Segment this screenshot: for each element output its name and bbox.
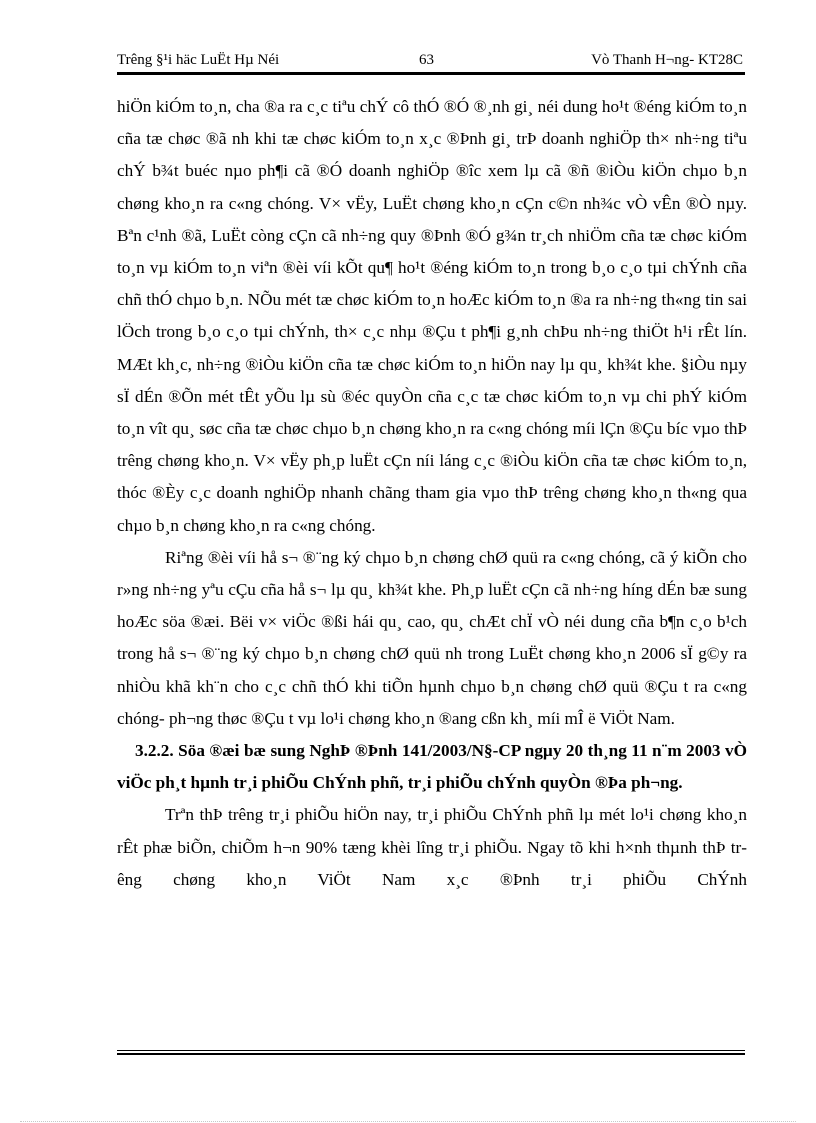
document-body [117, 91, 747, 896]
page-edge-dotted-line [20, 1121, 796, 1122]
paragraph-2: Riªng ®èi víi hå s¬ ®¨ng ký chµo b¸n chøng chØ quü ra c«ng chóng, cã ý kiÕn cho r»ng nh÷ng yªu cÇu cña hå s¬ lµ qu¸ kh¾t khe. Ph¸p luËt cÇn cã nh÷ng híng dÉn bæ sung hoÆc söa ®æi. Bëi v× viÖc ®ßi hái qu¸ cao, qu¸ chÆt chÏ vÒ néi dung cña b¶n c¸o b¹ch trong hå s¬ ®¨ng ký chµo b¸n chøng chØ quü nh trong LuËt chøng kho¸n 2006 sÏ g©y ra nhiÒu khã kh¨n cho c¸c chñ thÓ khi tiÕn hµnh chµo b¸n chøng chØ quü ®Çu t ra c«ng chóng- ph¬ng thøc ®Çu t vµ lo¹i chøng kho¸n ®ang cßn kh¸ míi mÎ ë ViÖt Nam. [117, 547, 747, 728]
header-rule [117, 72, 745, 75]
paragraph-3: Trªn thÞ trêng tr¸i phiÕu hiÖn nay, tr¸i phiÕu ChÝnh phñ lµ mét lo¹i chøng kho¸n rÊt phæ biÕn, chiÕm h¬n 90% tæng khèi lîng tr¸i phiÕu. Ngay tõ khi h×nh thµnh thÞ trêng chøng kho¸n ViÖt Nam x¸c ®Þnh tr¸i phiÕu ChÝnh [117, 805, 747, 889]
paragraph-1: hiÖn kiÓm to¸n, cha ®a ra c¸c tiªu chÝ cô thÓ ®Ó ®¸nh gi¸ néi dung ho¹t ®éng kiÓm to¸n cña tæ chøc ®ã nh khi tæ chøc kiÓm to¸n x¸c ®Þnh gi¸ trÞ doanh nghiÖp th× nh÷ng tiªu chÝ b¾t buéc nµo ph¶i cã ®Ó doanh nghiÖp ®îc xem lµ cã ®ñ ®iÒu kiÖn chµo b¸n chøng kho¸n ra c«ng chóng. V× vËy, LuËt chøng kho¸n cÇn c©n nh¾c vÒ vÊn ®Ò nµy. Bªn c¹nh ®ã, LuËt còng cÇn cã nh÷ng quy ®Þnh ®Ó g¾n tr¸ch nhiÖm cña tæ chøc kiÓm to¸n vµ kiÓm to¸n viªn ®èi víi kÕt qu¶ ho¹t ®éng kiÓm to¸n trong b¸o c¸o tµi chÝnh cña chñ thÓ chµo b¸n. NÕu mét tæ chøc kiÓm to¸n hoÆc kiÓm to¸n ®a ra nh÷ng th«ng tin sai lÖch trong b¸o c¸o tµi chÝnh, th× c¸c nhµ ®Çu t ph¶i g¸nh chÞu nh÷ng thiÖt h¹i rÊt lín. MÆt kh¸c, nh÷ng ®iÒu kiÖn cña tæ chøc kiÓm to¸n hiÖn nay lµ qu¸ kh¾t khe. §iÒu nµy sÏ dÉn ®Õn mét tÊt yÕu lµ sù ®éc quyÒn cña c¸c tæ chøc kiÓm to¸n vµ chi phÝ kiÓm to¸n vît qu¸ søc cña tæ chøc chµo b¸n chøng kho¸n ra c«ng chóng míi lÇn ®Çu bíc vµo thÞ trêng chøng kho¸n. V× vËy ph¸p luËt cÇn níi láng c¸c ®iÒu kiÖn cña tæ chøc kiÓm to¸n, thóc ®Èy c¸c doanh nghiÖp nhanh chãng tham gia vµo thÞ trêng chøng kho¸n th«ng qua chµo b¸n chøng kho¸n ra c«ng chóng. [117, 97, 747, 535]
page-number: 63 [419, 52, 434, 68]
page-header [117, 50, 745, 70]
section-heading: 3.2.2. Söa ®æi bæ sung NghÞ ®Þnh 141/2003/N§-CP ngµy 20 th¸ng 11 n¨m 2003 vÒ viÖc ph¸t hµnh tr¸i phiÕu ChÝnh phñ, tr¸i phiÕu chÝnh quyÒn ®Þa ph¬ng. [117, 741, 747, 793]
header-author: Vò Thanh H¬ng- KT28C [591, 52, 743, 68]
header-university: Trêng §¹i häc LuËt Hµ Néi [117, 52, 280, 68]
footer-rule [117, 1050, 745, 1055]
